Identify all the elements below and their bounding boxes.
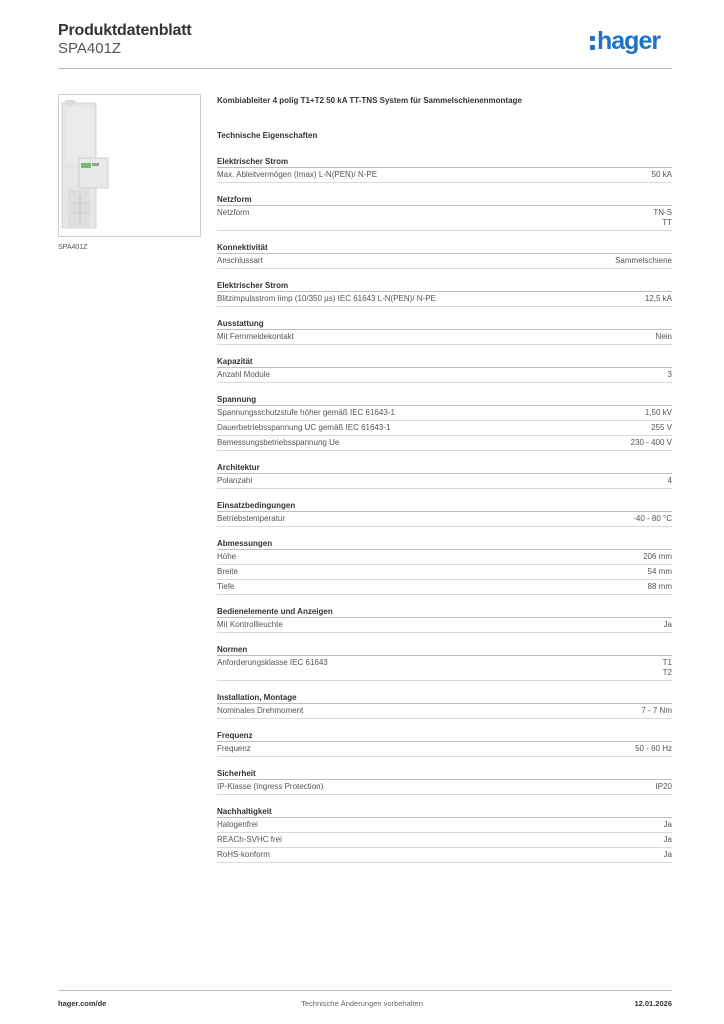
spec-row xyxy=(217,550,672,565)
spec-row xyxy=(217,704,672,719)
spec-section xyxy=(217,280,672,307)
spec-label: Frequenz xyxy=(217,744,251,753)
section-title: Einsatzbedingungen xyxy=(217,500,672,512)
spec-row xyxy=(217,168,672,183)
spec-value xyxy=(663,658,672,678)
spec-value-line: Ja xyxy=(663,820,672,829)
spec-row xyxy=(217,421,672,436)
footer-divider xyxy=(58,990,672,991)
spec-value-line: T2 xyxy=(662,668,672,677)
spec-label: Anzahl Module xyxy=(217,370,270,379)
spec-label: Mit Kontrollleuchte xyxy=(217,620,283,629)
spec-row xyxy=(217,656,672,681)
spec-label: Höhe xyxy=(217,552,237,561)
spec-value xyxy=(648,582,672,592)
spec-value xyxy=(656,782,672,792)
spec-label: Nominales Drehmoment xyxy=(217,706,304,715)
spec-value xyxy=(664,835,672,845)
section-title: Netzform xyxy=(217,194,672,206)
spec-value xyxy=(664,850,672,860)
section-title: Elektrischer Strom xyxy=(217,156,672,168)
spec-row xyxy=(217,833,672,848)
spec-section xyxy=(217,606,672,633)
spec-label: IP-Klasse (Ingress Protection) xyxy=(217,782,324,791)
spec-section xyxy=(217,242,672,269)
footer-website-link[interactable]: hager.com/de xyxy=(58,999,107,1008)
spec-value xyxy=(668,370,672,380)
spec-value xyxy=(668,476,672,486)
spec-row xyxy=(217,818,672,833)
product-code: SPA401Z xyxy=(58,40,122,57)
footer-notice: Technische Änderungen vorbehalten xyxy=(301,999,423,1008)
spec-label: Anschlussart xyxy=(217,256,263,265)
spec-section xyxy=(217,538,672,595)
spec-value xyxy=(648,567,672,577)
product-image xyxy=(58,94,201,237)
spec-value xyxy=(645,294,672,304)
section-title: Elektrischer Strom xyxy=(217,280,672,292)
spec-label: Mit Fernmeldekontakt xyxy=(217,332,294,341)
spec-value-line: 7 - 7 Nm xyxy=(641,706,672,715)
section-title: Konnektivität xyxy=(217,242,672,254)
spec-row xyxy=(217,406,672,421)
spec-row xyxy=(217,565,672,580)
datasheet-main xyxy=(217,95,672,863)
spec-value xyxy=(635,744,672,754)
spec-value xyxy=(652,170,672,180)
spec-value-line: 255 V xyxy=(651,423,672,432)
spec-value xyxy=(651,423,672,433)
spec-value-line: 88 mm xyxy=(647,582,672,591)
spec-section xyxy=(217,692,672,719)
spec-value-line: 54 mm xyxy=(647,567,672,576)
spec-value-line: 4 xyxy=(667,476,672,485)
section-title: Spannung xyxy=(217,394,672,406)
spec-label: Tiefe xyxy=(217,582,235,591)
spec-value xyxy=(664,820,672,830)
spec-value xyxy=(631,438,672,448)
spec-value xyxy=(645,408,672,418)
section-title: Nachhaltigkeit xyxy=(217,806,672,818)
spec-value xyxy=(633,514,672,524)
spec-label: REACh-SVHC frei xyxy=(217,835,282,844)
surge-arrester-image xyxy=(59,95,200,236)
spec-value-line: Ja xyxy=(663,835,672,844)
spec-section xyxy=(217,768,672,795)
spec-row xyxy=(217,512,672,527)
spec-label: Dauerbetriebsspannung UC gemäß IEC 61643-1 xyxy=(217,423,391,432)
spec-section xyxy=(217,462,672,489)
spec-section xyxy=(217,806,672,863)
spec-value xyxy=(615,256,672,266)
spec-label: RoHS-konform xyxy=(217,850,270,859)
spec-value xyxy=(653,208,672,228)
spec-row xyxy=(217,848,672,863)
spec-row xyxy=(217,742,672,757)
section-title: Ausstattung xyxy=(217,318,672,330)
spec-section xyxy=(217,644,672,681)
hager-logo[interactable] xyxy=(590,28,660,54)
product-description: Kombiableiter 4 polig T1+T2 50 kA TT-TNS System für Sammelschienenmontage xyxy=(217,96,522,105)
logo-dots-icon xyxy=(590,33,595,51)
spec-value xyxy=(656,332,672,342)
section-title: Normen xyxy=(217,644,672,656)
spec-value-line: 50 - 60 Hz xyxy=(635,744,672,753)
header-divider xyxy=(58,68,672,69)
spec-label: Breite xyxy=(217,567,238,576)
spec-label: Halogenfrei xyxy=(217,820,258,829)
image-caption: SPA401Z xyxy=(58,244,88,251)
spec-value-line: TT xyxy=(662,218,672,227)
section-title: Frequenz xyxy=(217,730,672,742)
spec-value xyxy=(643,552,672,562)
spec-value-line: T1 xyxy=(662,658,672,667)
spec-value-line: -40 - 80 °C xyxy=(633,514,672,523)
spec-value-line: 206 mm xyxy=(643,552,672,561)
spec-label: Max. Ableitvermögen (Imax) L-N(PEN)/ N-PE xyxy=(217,170,378,179)
spec-value-line: TN-S xyxy=(653,208,672,217)
section-title: Bedienelemente und Anzeigen xyxy=(217,606,672,618)
spec-value-line: 50 kA xyxy=(651,170,672,179)
spec-label: Netzform xyxy=(217,208,250,217)
spec-row xyxy=(217,206,672,231)
spec-row xyxy=(217,618,672,633)
spec-row xyxy=(217,780,672,795)
spec-value-line: IP20 xyxy=(655,782,672,791)
spec-section xyxy=(217,730,672,757)
spec-row xyxy=(217,330,672,345)
spec-row xyxy=(217,368,672,383)
spec-label: Polanzahl xyxy=(217,476,253,485)
spec-value-line: 12,5 kA xyxy=(644,294,672,303)
section-title: Architektur xyxy=(217,462,672,474)
logo-text: hager xyxy=(597,27,661,55)
spec-value-line: Nein xyxy=(655,332,672,341)
spec-label: Bemessungsbetriebsspannung Ue xyxy=(217,438,340,447)
spec-value xyxy=(664,620,672,630)
spec-value-line: Ja xyxy=(663,620,672,629)
spec-section xyxy=(217,394,672,451)
spec-value-line: 3 xyxy=(667,370,672,379)
spec-section xyxy=(217,500,672,527)
page-title: Produktdatenblatt xyxy=(58,22,192,39)
spec-row xyxy=(217,474,672,489)
spec-value-line: Sammelschiene xyxy=(615,256,672,265)
spec-section xyxy=(217,194,672,231)
spec-row xyxy=(217,436,672,451)
spec-label: Betriebstemperatur xyxy=(217,514,286,523)
spec-value xyxy=(641,706,672,716)
section-title: Installation, Montage xyxy=(217,692,672,704)
section-title: Kapazität xyxy=(217,356,672,368)
spec-row xyxy=(217,292,672,307)
section-title: Sicherheit xyxy=(217,768,672,780)
tech-heading: Technische Eigenschaften xyxy=(217,131,318,140)
spec-row xyxy=(217,580,672,595)
spec-row xyxy=(217,254,672,269)
spec-label: Anforderungsklasse IEC 61643 xyxy=(217,658,328,667)
spec-value-line: 230 - 400 V xyxy=(630,438,672,447)
spec-sections xyxy=(217,156,672,863)
spec-value-line: 1,50 kV xyxy=(644,408,672,417)
section-title: Abmessungen xyxy=(217,538,672,550)
spec-section xyxy=(217,356,672,383)
footer-date: 12.01.2026 xyxy=(634,999,672,1008)
spec-label: Blitzimpulsstrom Iimp (10/350 µs) IEC 61643 L-N(PEN)/ N-PE xyxy=(217,294,436,303)
spec-section xyxy=(217,318,672,345)
spec-section xyxy=(217,156,672,183)
spec-value-line: Ja xyxy=(663,850,672,859)
spec-label: Spannungsschutzstufe höher gemäß IEC 61643-1 xyxy=(217,408,395,417)
